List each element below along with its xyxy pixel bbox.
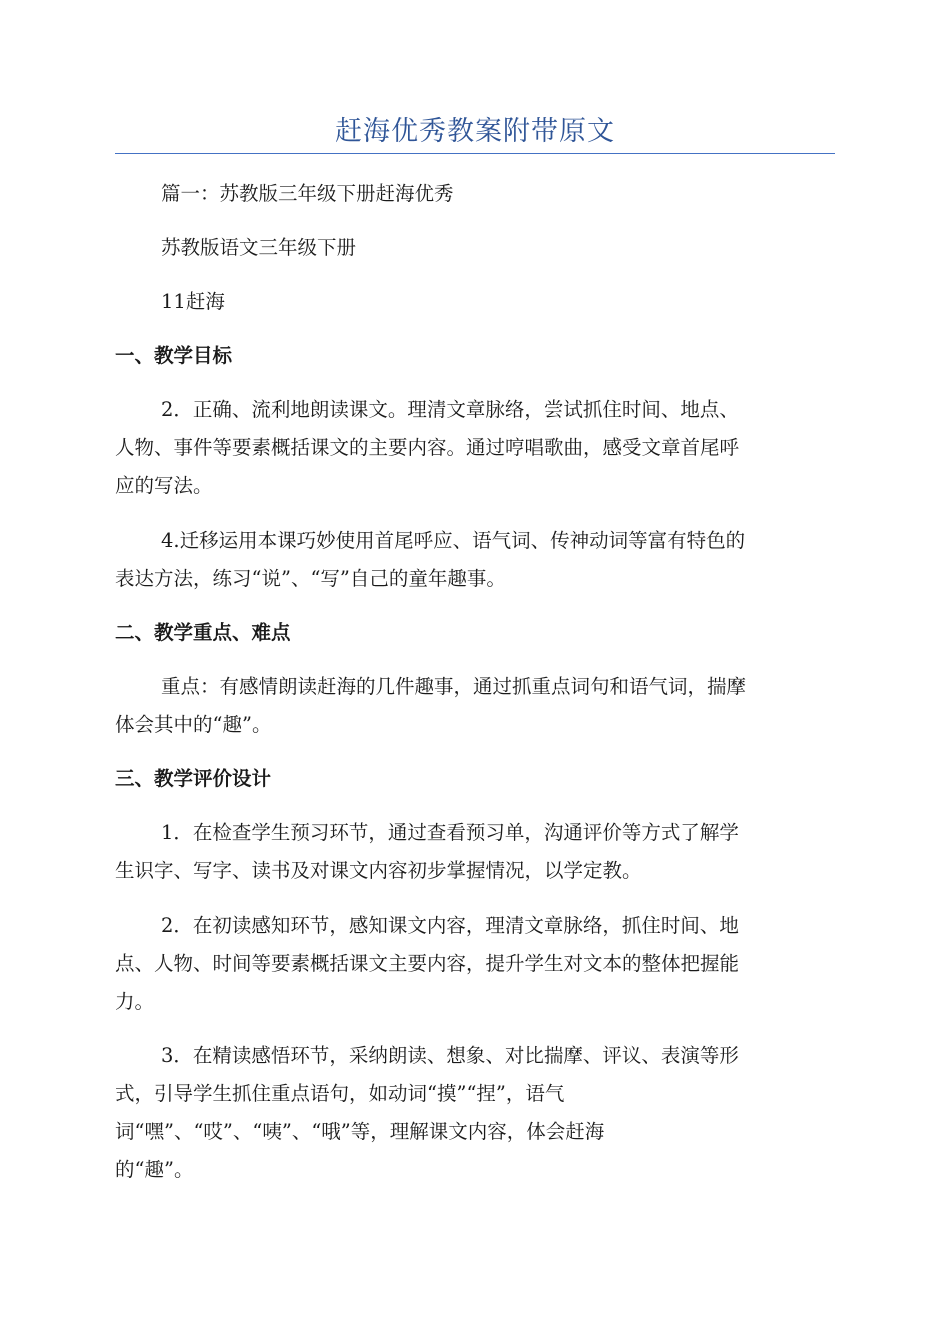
paragraph-key-point	[115, 668, 835, 744]
paragraph-line: 人物、事件等要素概括课文的主要内容。通过哼唱歌曲，感受文章首尾呼	[115, 436, 740, 459]
paragraph-line: 4.迁移运用本课巧妙使用首尾呼应、语气词、传神动词等富有特色的	[161, 529, 746, 552]
paragraph-goal-2	[115, 391, 835, 505]
paragraph-line: 点、人物、时间等要素概括课文主要内容，提升学生对文本的整体把握能	[115, 952, 740, 975]
paragraph-line: 式，引导学生抓住重点语句，如动词“摸”“捏”，语气	[115, 1082, 565, 1105]
section-heading-key-points: 二、教学重点、难点	[115, 621, 291, 644]
paragraph-line: 2．正确、流利地朗读课文。理清文章脉络，尝试抓住时间、地点、	[161, 398, 739, 421]
paragraph-line: 生识字、写字、读书及对课文内容初步掌握情况，以学定教。	[115, 859, 642, 882]
paragraph-line: 重点：有感情朗读赶海的几件趣事，通过抓重点词句和语气词，揣摩	[161, 675, 747, 698]
paragraph-line: 力。	[115, 990, 155, 1013]
paragraph-textbook: 苏教版语文三年级下册	[161, 236, 357, 259]
section-heading-evaluation-design: 三、教学评价设计	[115, 767, 272, 790]
paragraph-goal-4	[115, 522, 835, 598]
paragraph-line: 3．在精读感悟环节，采纳朗读、想象、对比揣摩、评议、表演等形	[161, 1044, 739, 1067]
document-title: 赶海优秀教案附带原文	[335, 116, 615, 147]
paragraph-source: 篇一：苏教版三年级下册赶海优秀	[161, 182, 454, 205]
paragraph-line: 的“趣”。	[115, 1158, 194, 1181]
paragraph-line: 1．在检查学生预习环节，通过查看预习单，沟通评价等方式了解学	[161, 821, 739, 844]
section-heading-teaching-goals: 一、教学目标	[115, 344, 233, 367]
paragraph-line: 体会其中的“趣”。	[115, 713, 272, 736]
paragraph-lesson-number: 11赶海	[161, 290, 225, 313]
paragraph-evaluation-2	[115, 907, 835, 1021]
paragraph-line: 表达方法，练习“说”、“写”自己的童年趣事。	[115, 567, 506, 590]
paragraph-line: 词“嘿”、“哎”、“咦”、“哦”等，理解课文内容，体会赶海	[115, 1120, 605, 1143]
paragraph-line: 应的写法。	[115, 474, 213, 497]
paragraph-evaluation-3	[115, 1037, 835, 1189]
title-underline	[115, 153, 835, 154]
paragraph-evaluation-1	[115, 814, 835, 890]
paragraph-line: 2．在初读感知环节，感知课文内容，理清文章脉络，抓住时间、地	[161, 914, 739, 937]
